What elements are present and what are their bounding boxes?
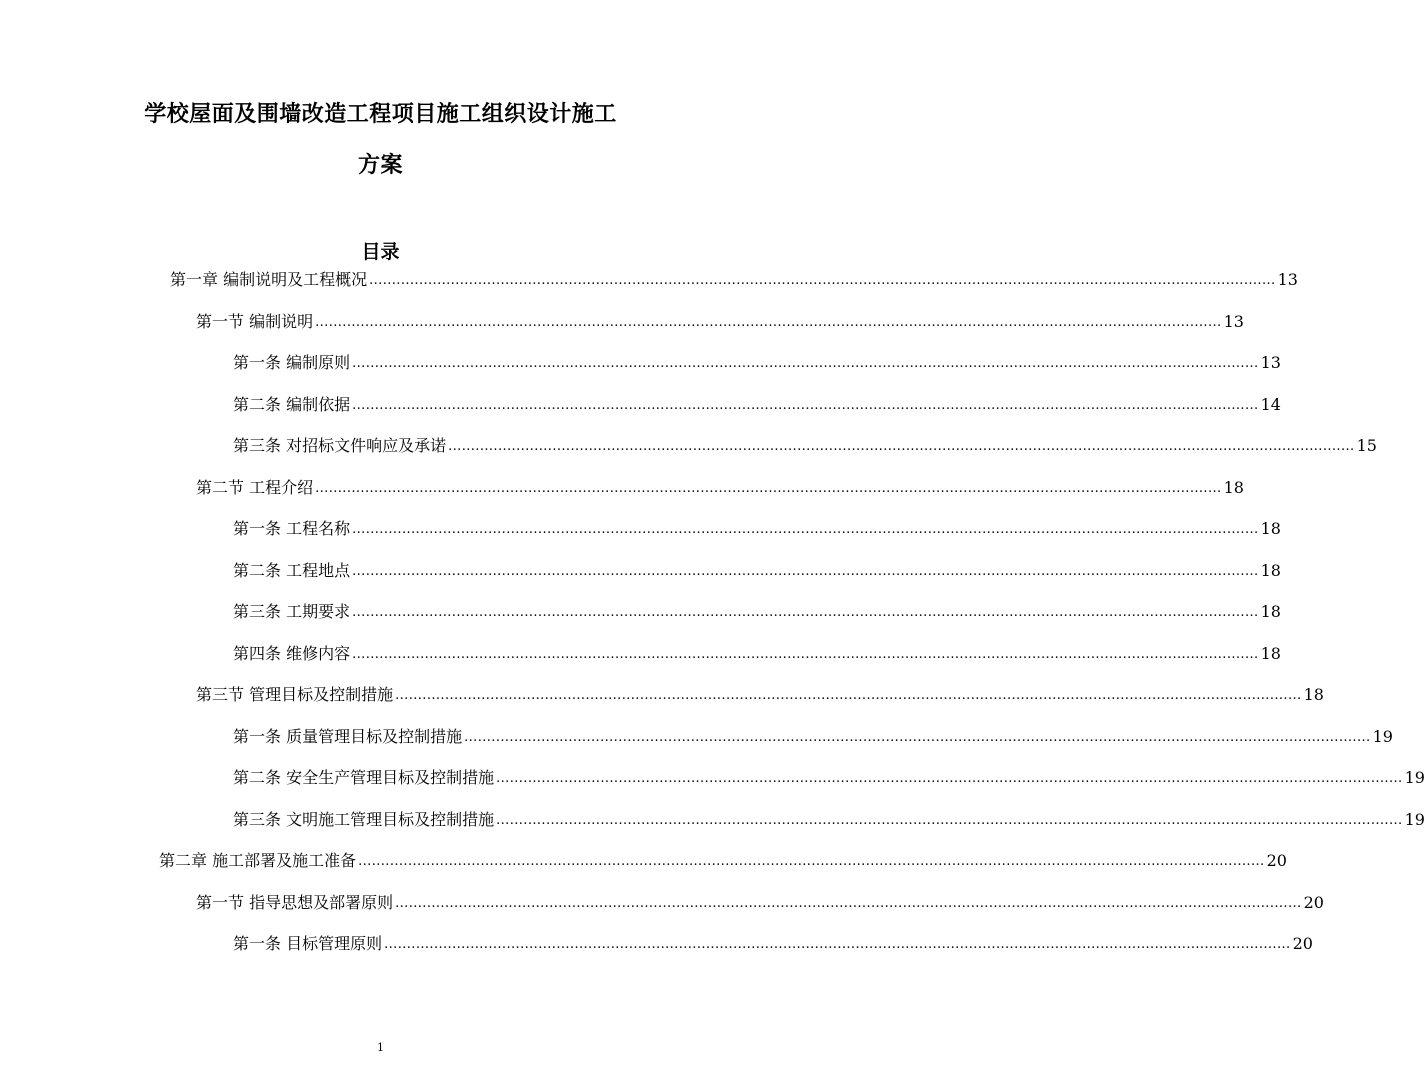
- toc-entry[interactable]: [170, 266, 1298, 290]
- toc-entry-label: 第一条 目标管理原则: [233, 934, 383, 953]
- toc-entry-label: 第一条 质量管理目标及控制措施: [233, 727, 463, 746]
- toc-entry[interactable]: [233, 806, 1425, 830]
- toc-entry-page: 18: [1260, 602, 1281, 621]
- toc-entry-label: 第三条 对招标文件响应及承诺: [233, 436, 447, 455]
- toc-entry[interactable]: [233, 349, 1281, 373]
- toc-entry-page: 18: [1260, 644, 1281, 663]
- toc-entry-page: 19: [1404, 810, 1425, 829]
- toc-leader: ........................................................................................................................................................................................................: [395, 688, 1302, 703]
- toc-leader: ........................................................................................................................................................................................................: [352, 647, 1259, 662]
- toc-entry-label: 第二条 工程地点: [233, 561, 351, 580]
- toc-entry-label: 第三节 管理目标及控制措施: [196, 685, 394, 704]
- document-title-line-1: 学校屋面及围墙改造工程项目施工组织设计施工: [144, 102, 617, 127]
- toc-entry-label: 第一条 编制原则: [233, 353, 351, 372]
- document-title-line-2: 方案: [357, 153, 403, 178]
- toc-entry-page: 13: [1223, 312, 1244, 331]
- toc-entry[interactable]: [233, 432, 1377, 456]
- toc-entry-label: 第四条 维修内容: [233, 644, 351, 663]
- toc-entry[interactable]: [233, 764, 1425, 788]
- toc-heading: 目录: [361, 241, 400, 263]
- toc-leader: ........................................................................................................................................................................................................: [496, 813, 1403, 828]
- toc-entry-page: 20: [1303, 893, 1324, 912]
- toc-entry-label: 第一节 编制说明: [196, 312, 314, 331]
- toc-entry[interactable]: [233, 930, 1313, 954]
- toc-entry-label: 第二条 安全生产管理目标及控制措施: [233, 768, 495, 787]
- toc-entry-label: 第三条 文明施工管理目标及控制措施: [233, 810, 495, 829]
- toc-entry-page: 19: [1404, 768, 1425, 787]
- toc-entry[interactable]: [196, 474, 1244, 498]
- toc-entry[interactable]: [233, 640, 1281, 664]
- toc-entry-page: 15: [1356, 436, 1377, 455]
- toc-leader: ........................................................................................................................................................................................................: [352, 398, 1259, 413]
- toc-entry-page: 18: [1303, 685, 1324, 704]
- toc-entry-page: 20: [1266, 851, 1287, 870]
- toc-entry[interactable]: [233, 391, 1281, 415]
- toc-entry[interactable]: [233, 515, 1281, 539]
- toc-entry-page: 13: [1277, 270, 1298, 289]
- toc-leader: ........................................................................................................................................................................................................: [352, 356, 1259, 371]
- toc-entry-label: 第二章 施工部署及施工准备: [159, 851, 357, 870]
- toc-entry[interactable]: [233, 598, 1281, 622]
- toc-leader: ........................................................................................................................................................................................................: [395, 896, 1302, 911]
- toc-leader: ........................................................................................................................................................................................................: [496, 771, 1403, 786]
- toc-entry-page: 20: [1292, 934, 1313, 953]
- toc-entry-label: 第一章 编制说明及工程概况: [170, 270, 368, 289]
- toc-leader: ........................................................................................................................................................................................................: [448, 439, 1355, 454]
- toc-entry-page: 19: [1372, 727, 1393, 746]
- toc-entry-label: 第二节 工程介绍: [196, 478, 314, 497]
- toc-leader: ........................................................................................................................................................................................................: [352, 605, 1259, 620]
- toc-entry[interactable]: [196, 308, 1244, 332]
- toc-leader: ........................................................................................................................................................................................................: [369, 273, 1276, 288]
- toc-entry-label: 第一节 指导思想及部署原则: [196, 893, 394, 912]
- toc-leader: ........................................................................................................................................................................................................: [315, 481, 1222, 496]
- toc-entry-page: 18: [1223, 478, 1244, 497]
- toc-entry[interactable]: [233, 723, 1393, 747]
- toc-leader: ........................................................................................................................................................................................................: [352, 522, 1259, 537]
- toc-leader: ........................................................................................................................................................................................................: [464, 730, 1371, 745]
- toc-entry-label: 第二条 编制依据: [233, 395, 351, 414]
- toc-entry[interactable]: [159, 847, 1287, 871]
- toc-entry-label: 第一条 工程名称: [233, 519, 351, 538]
- toc-entry-label: 第三条 工期要求: [233, 602, 351, 621]
- toc-leader: ........................................................................................................................................................................................................: [315, 315, 1222, 330]
- toc-entry-page: 14: [1260, 395, 1281, 414]
- toc-leader: ........................................................................................................................................................................................................: [384, 937, 1291, 952]
- toc-entry[interactable]: [233, 557, 1281, 581]
- toc-entry-page: 18: [1260, 519, 1281, 538]
- toc-entry-page: 18: [1260, 561, 1281, 580]
- toc-entry[interactable]: [196, 681, 1324, 705]
- toc-leader: ........................................................................................................................................................................................................: [358, 854, 1265, 869]
- toc-leader: ........................................................................................................................................................................................................: [352, 564, 1259, 579]
- toc-entry[interactable]: [196, 889, 1324, 913]
- toc-entry-page: 13: [1260, 353, 1281, 372]
- page-number: 1: [377, 1041, 384, 1054]
